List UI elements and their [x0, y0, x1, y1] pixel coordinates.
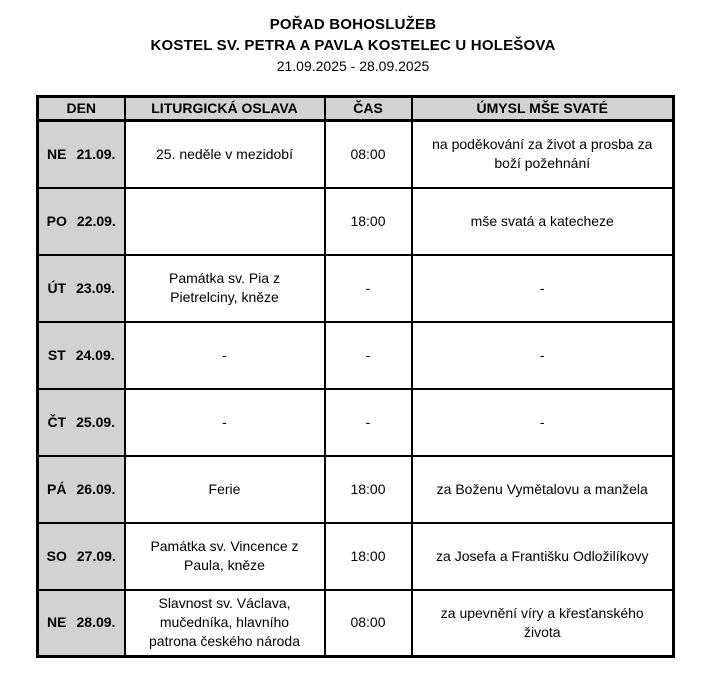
umysl-cell: [412, 255, 674, 322]
day-abbr: NE: [47, 145, 67, 162]
page-title: POŘAD BOHOSLUŽEB: [269, 16, 437, 33]
day-abbr: ČT: [47, 413, 67, 430]
date-range: 21.09.2025 - 28.09.2025: [276, 58, 430, 74]
day-date: 28.09.: [76, 614, 116, 631]
day-abbr: ÚT: [47, 279, 67, 296]
cas-cell: 08:00: [325, 590, 412, 657]
umysl-cell: [412, 590, 674, 657]
umysl-text: mše svatá a katecheze: [470, 212, 614, 229]
day-cell: [38, 188, 125, 255]
umysl-text: za Boženu Vymětalovu a manžela: [436, 480, 648, 497]
cas-cell: -: [325, 322, 412, 389]
col-header-umysl-mse-svate: ÚMYSL MŠE SVATÉ: [412, 97, 674, 121]
cas-cell: 18:00: [325, 188, 412, 255]
table-row: [38, 121, 674, 188]
schedule-table-container: [36, 95, 706, 658]
oslava-cell: [125, 322, 325, 389]
oslava-text: Slavnost sv. Václava, mučedníka, hlavního patrona českého národa: [149, 595, 300, 650]
day-abbr: ST: [47, 346, 66, 363]
umysl-text: -: [539, 279, 545, 296]
day-abbr: SO: [46, 547, 67, 564]
day-date: 27.09.: [76, 547, 116, 564]
schedule-table: [36, 95, 675, 658]
col-header-liturgicka-oslava: LITURGICKÁ OSLAVA: [125, 97, 325, 121]
table-header-row: [38, 97, 674, 121]
document-header: [0, 0, 706, 77]
oslava-cell: [125, 188, 325, 255]
oslava-cell: [125, 590, 325, 657]
table-row: [38, 322, 674, 389]
oslava-text: Památka sv. Vincence z Paula, kněze: [150, 538, 299, 573]
oslava-cell: [125, 255, 325, 322]
cas-cell: 08:00: [325, 121, 412, 188]
oslava-text: Památka sv. Pia z Pietrelciny, kněze: [168, 270, 280, 305]
oslava-cell: [125, 121, 325, 188]
day-cell: [38, 389, 125, 456]
day-cell: [38, 121, 125, 188]
day-abbr: PÁ: [47, 480, 67, 497]
cas-cell: 18:00: [325, 456, 412, 523]
table-row: [38, 389, 674, 456]
cas-cell: 18:00: [325, 523, 412, 590]
umysl-cell: [412, 456, 674, 523]
umysl-cell: [412, 523, 674, 590]
day-cell: [38, 590, 125, 657]
umysl-cell: [412, 121, 674, 188]
page-subtitle: KOSTEL SV. PETRA A PAVLA KOSTELEC U HOLEŠOVA: [150, 37, 556, 54]
day-cell: [38, 456, 125, 523]
umysl-text: za upevnění víry a křesťanského života: [440, 604, 644, 640]
umysl-text: -: [539, 413, 545, 430]
umysl-text: na poděkování za život a prosba za boží požehnání: [432, 136, 653, 172]
oslava-cell: [125, 523, 325, 590]
day-date: 26.09.: [76, 480, 116, 497]
oslava-text: -: [222, 413, 227, 430]
umysl-text: -: [539, 346, 545, 363]
day-cell: [38, 523, 125, 590]
table-row: [38, 523, 674, 590]
umysl-cell: [412, 188, 674, 255]
oslava-cell: [125, 389, 325, 456]
oslava-text: -: [222, 346, 227, 363]
day-date: 23.09.: [76, 279, 116, 296]
cas-cell: -: [325, 255, 412, 322]
table-row: [38, 456, 674, 523]
day-date: 24.09.: [75, 346, 115, 363]
day-date: 22.09.: [76, 212, 116, 229]
umysl-cell: [412, 322, 674, 389]
col-header-cas: ČAS: [325, 97, 412, 121]
table-row: [38, 188, 674, 255]
day-abbr: PO: [46, 212, 67, 229]
table-row: [38, 255, 674, 322]
oslava-text: 25. neděle v mezidobí: [156, 145, 293, 162]
day-date: 25.09.: [76, 413, 116, 430]
day-date: 21.09.: [76, 145, 116, 162]
oslava-cell: [125, 456, 325, 523]
oslava-text: Ferie: [208, 480, 241, 497]
cas-cell: -: [325, 389, 412, 456]
day-abbr: NE: [47, 614, 67, 631]
col-header-den: DEN: [38, 97, 125, 121]
day-cell: [38, 322, 125, 389]
umysl-text: za Josefa a Františku Odložilíkovy: [436, 547, 649, 564]
umysl-cell: [412, 389, 674, 456]
day-cell: [38, 255, 125, 322]
table-row: [38, 590, 674, 657]
